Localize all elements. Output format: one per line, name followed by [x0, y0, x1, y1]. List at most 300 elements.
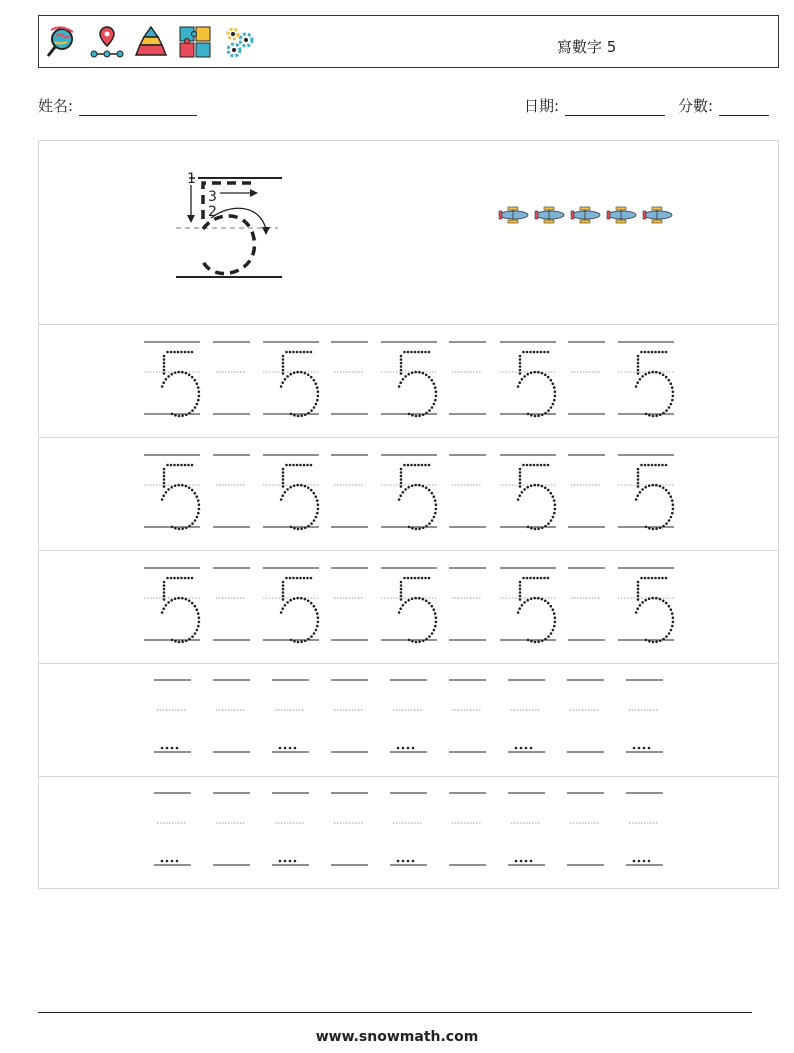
digit-dot: [289, 599, 292, 602]
digit-dot: [306, 351, 309, 354]
digit-dot: [637, 584, 640, 587]
digit-dot: [633, 747, 636, 750]
trace-row: [39, 551, 778, 664]
digit-dot: [161, 860, 164, 863]
digit-dot: [174, 414, 177, 417]
digit-dot: [547, 577, 550, 580]
digit-dot: [425, 638, 428, 641]
digit-dot: [543, 577, 546, 580]
digit-dot: [306, 464, 309, 467]
digit-dot: [521, 491, 524, 494]
digit-dot: [297, 528, 300, 531]
digit-dot: [411, 371, 414, 374]
digit-dot: [530, 414, 533, 417]
digit-dot: [293, 597, 296, 600]
digit-dot: [533, 371, 536, 374]
digit-dot: [550, 632, 553, 635]
digit-dot: [530, 640, 533, 643]
digit-dot: [636, 607, 639, 610]
digit-dot: [672, 508, 675, 511]
digit-dot: [315, 608, 318, 611]
digit-dot: [197, 499, 200, 502]
digit-dot: [418, 641, 421, 644]
digit-dot: [417, 351, 420, 354]
digit-dot: [166, 464, 169, 467]
digit-dot: [637, 362, 640, 365]
digit-dot: [163, 475, 166, 478]
digit-dot: [400, 485, 403, 488]
digit-dot: [637, 372, 640, 375]
worksheet-header: [38, 15, 779, 68]
digit-dot: [519, 598, 522, 601]
digit-dot: [296, 371, 299, 374]
digit-dot: [659, 640, 662, 643]
digit-dot: [433, 608, 436, 611]
digit-dot: [279, 747, 282, 750]
digit-dot: [181, 415, 184, 418]
digit-dot: [541, 485, 544, 488]
digit-dot: [519, 471, 522, 474]
digit-dot: [637, 591, 640, 594]
digit-dot: [196, 403, 199, 406]
digit-dot: [519, 362, 522, 365]
digit-dot: [537, 371, 540, 374]
digit-dot: [282, 471, 285, 474]
digit-dot: [422, 598, 425, 601]
digit-dot: [519, 478, 522, 481]
digit-dot: [184, 464, 187, 467]
digit-dot: [404, 488, 407, 491]
digit-dot: [185, 372, 188, 375]
digit-dot: [411, 527, 414, 530]
digit-dot: [536, 577, 539, 580]
digit-dot: [316, 612, 319, 615]
digit-dot: [434, 499, 437, 502]
digit-dot: [304, 485, 307, 488]
blank-row: [39, 664, 778, 777]
digit-dot: [519, 372, 522, 375]
digit-dot: [282, 584, 285, 587]
digit-dot: [428, 464, 431, 467]
digit-dot: [304, 414, 307, 417]
digit-dot: [655, 415, 658, 418]
digit-dot: [194, 519, 197, 522]
digit-dot: [310, 409, 313, 412]
digit-dot: [553, 612, 556, 615]
digit-dot: [299, 464, 302, 467]
digit-dot: [282, 581, 285, 584]
digit-dot: [424, 464, 427, 467]
digit-dot: [644, 599, 647, 602]
digit-dot: [400, 475, 403, 478]
digit-dot: [552, 516, 555, 519]
digit-dot: [415, 641, 418, 644]
digit-dot: [307, 374, 310, 377]
digit-dot: [637, 485, 640, 488]
digit-dot: [408, 413, 411, 416]
digit-dot: [648, 484, 651, 487]
trace-row-drawing: [39, 551, 778, 663]
digit-dot: [637, 358, 640, 361]
digit-dot: [543, 351, 546, 354]
digit-dot: [304, 598, 307, 601]
digit-dot: [292, 577, 295, 580]
digit-dot: [435, 503, 438, 506]
magnifier-globe-icon: [45, 24, 81, 60]
digit-dot: [553, 386, 556, 389]
digit-dot: [163, 358, 166, 361]
digit-dot: [167, 601, 170, 604]
digit-dot: [163, 355, 166, 358]
digit-dot: [637, 369, 640, 372]
digit-dot: [181, 484, 184, 487]
digit-dot: [529, 464, 532, 467]
digit-dot: [286, 488, 289, 491]
digit-dot: [191, 489, 194, 492]
digit-dot: [520, 747, 523, 750]
digit-dot: [184, 351, 187, 354]
digit-dot: [431, 519, 434, 522]
digit-dot: [521, 604, 524, 607]
digit-dot: [671, 499, 674, 502]
digit-dot: [519, 358, 522, 361]
digit-dot: [547, 522, 550, 525]
digit-dot: [304, 640, 307, 643]
digit-dot: [402, 378, 405, 381]
digit-dot: [428, 602, 431, 605]
digit-dot: [547, 489, 550, 492]
digit-dot: [636, 494, 639, 497]
digit-dot: [412, 860, 415, 863]
digit-dot: [415, 415, 418, 418]
digit-dot: [550, 379, 553, 382]
digit-dot: [290, 526, 293, 529]
airplane-icon: [571, 207, 600, 223]
digit-dot: [171, 526, 174, 529]
digit-dot: [544, 638, 547, 641]
digit-dot: [289, 464, 292, 467]
digit-dot: [317, 621, 320, 624]
digit-dot: [639, 491, 642, 494]
digit-dot: [315, 403, 318, 406]
digit-dot: [292, 351, 295, 354]
digit-dot: [638, 747, 641, 750]
score-blank[interactable]: [719, 100, 769, 116]
digit-dot: [519, 485, 522, 488]
digit-dot: [282, 369, 285, 372]
digit-dot: [163, 598, 166, 601]
digit-dot: [648, 527, 651, 530]
digit-dot: [536, 351, 539, 354]
digit-dot: [165, 491, 168, 494]
digit-dot: [635, 385, 638, 388]
stroke-number-3: 3: [208, 189, 217, 205]
digit-dot: [643, 747, 646, 750]
digit-dot: [198, 503, 201, 506]
digit-dot: [639, 378, 642, 381]
digit-dot: [166, 747, 169, 750]
digit-dot: [163, 369, 166, 372]
digit-dot: [550, 492, 553, 495]
digit-dot: [527, 526, 530, 529]
digit-dot: [655, 641, 658, 644]
stroke-number-1: 1: [187, 171, 196, 187]
digit-dot: [662, 525, 665, 528]
digit-dot: [398, 611, 401, 614]
digit-dot: [180, 351, 183, 354]
digit-dot: [174, 640, 177, 643]
digit-dot: [284, 378, 287, 381]
digit-dot: [285, 577, 288, 580]
digit-dot: [553, 399, 556, 402]
digit-dot: [296, 351, 299, 354]
stroke-number-2: 2: [208, 204, 217, 220]
digit-dot: [537, 528, 540, 531]
digit-dot: [554, 508, 557, 511]
digit-dot: [414, 351, 417, 354]
digit-dot: [435, 621, 438, 624]
digit-dot: [198, 395, 201, 398]
digit-dot: [174, 484, 177, 487]
digit-dot: [525, 860, 528, 863]
digit-dot: [400, 482, 403, 485]
digit-dot: [279, 860, 282, 863]
digit-dot: [167, 375, 170, 378]
digit-dot: [519, 369, 522, 372]
digit-dot: [402, 491, 405, 494]
digit-dot: [425, 525, 428, 528]
digit-dot: [310, 577, 313, 580]
digit-dot: [163, 482, 166, 485]
digit-dot: [417, 577, 420, 580]
digit-dot: [435, 508, 438, 511]
digit-dot: [400, 365, 403, 368]
digit-dot: [550, 605, 553, 608]
digit-dot: [171, 413, 174, 416]
digit-dot: [402, 604, 405, 607]
digit-dot: [422, 372, 425, 375]
score-field: [678, 95, 769, 116]
digit-dot: [163, 485, 166, 488]
digit-dot: [547, 409, 550, 412]
digit-dot: [402, 860, 405, 863]
digit-dot: [665, 464, 668, 467]
digit-dot: [651, 484, 654, 487]
digit-dot: [304, 372, 307, 375]
digit-dot: [636, 381, 639, 384]
digit-dot: [197, 612, 200, 615]
digit-dot: [163, 365, 166, 368]
digit-dot: [292, 464, 295, 467]
digit-dot: [161, 385, 164, 388]
digit-dot: [637, 482, 640, 485]
digit-dot: [400, 468, 403, 471]
digit-dot: [428, 522, 431, 525]
name-field: [38, 95, 197, 116]
digit-dot: [658, 464, 661, 467]
digit-dot: [519, 581, 522, 584]
digit-dot: [544, 525, 547, 528]
digit-dot: [162, 494, 165, 497]
digit-dot: [174, 527, 177, 530]
digit-dot: [303, 464, 306, 467]
digit-dot: [433, 382, 436, 385]
gears-icon: [221, 24, 257, 60]
digit-dot: [533, 464, 536, 467]
digit-dot: [289, 860, 292, 863]
digit-dot: [293, 484, 296, 487]
digit-dot: [665, 409, 668, 412]
digit-dot: [431, 379, 434, 382]
digit-dot: [282, 595, 285, 598]
name-blank[interactable]: [79, 100, 197, 116]
digit-dot: [418, 528, 421, 531]
digit-dot: [185, 640, 188, 643]
digit-dot: [428, 489, 431, 492]
digit-dot: [191, 464, 194, 467]
digit-dot: [534, 641, 537, 644]
digit-dot: [303, 351, 306, 354]
digit-dot: [177, 464, 180, 467]
digit-dot: [655, 371, 658, 374]
digit-dot: [414, 597, 417, 600]
digit-dot: [284, 604, 287, 607]
digit-dot: [310, 635, 313, 638]
digit-dot: [652, 415, 655, 418]
digit-dot: [641, 601, 644, 604]
digit-dot: [547, 376, 550, 379]
digit-dot: [282, 588, 285, 591]
digit-dot: [414, 371, 417, 374]
digit-dot: [294, 860, 297, 863]
digit-dot: [310, 351, 313, 354]
digit-dot: [194, 632, 197, 635]
digit-dot: [315, 629, 318, 632]
digit-dot: [188, 374, 191, 377]
digit-dot: [434, 612, 437, 615]
digit-dot: [421, 351, 424, 354]
digit-dot: [533, 351, 536, 354]
digit-dot: [672, 395, 675, 398]
digit-dot: [552, 608, 555, 611]
digit-dot: [644, 577, 647, 580]
digit-dot: [286, 375, 289, 378]
date-blank[interactable]: [565, 100, 665, 116]
digit-dot: [518, 381, 521, 384]
digit-dot: [537, 415, 540, 418]
digit-dot: [537, 597, 540, 600]
digit-dot: [517, 498, 520, 501]
digit-dot: [647, 464, 650, 467]
digit-dot: [173, 351, 176, 354]
digit-dot: [191, 376, 194, 379]
blank-row-drawing: [39, 777, 778, 889]
digit-dot: [282, 468, 285, 471]
digit-dot: [648, 371, 651, 374]
digit-dot: [181, 528, 184, 531]
digit-dot: [194, 605, 197, 608]
digit-dot: [300, 641, 303, 644]
digit-dot: [282, 478, 285, 481]
digit-dot: [284, 491, 287, 494]
digit-dot: [310, 464, 313, 467]
digit-dot: [313, 605, 316, 608]
score-label: 分數:: [678, 97, 714, 115]
digit-dot: [400, 372, 403, 375]
digit-dot: [662, 600, 665, 603]
digit-dot: [633, 860, 636, 863]
digit-dot: [648, 597, 651, 600]
digit-dot: [188, 412, 191, 415]
digit-dot: [648, 747, 651, 750]
digit-dot: [654, 351, 657, 354]
digit-dot: [316, 625, 319, 628]
practice-grid: [38, 140, 779, 889]
digit-dot: [177, 351, 180, 354]
digit-dot: [300, 415, 303, 418]
digit-dot: [162, 607, 165, 610]
digit-dot: [526, 373, 529, 376]
page-title: 寫數字 5: [557, 38, 617, 56]
digit-dot: [665, 602, 668, 605]
digit-dot: [185, 598, 188, 601]
digit-dot: [428, 577, 431, 580]
digit-dot: [519, 595, 522, 598]
digit-dot: [306, 577, 309, 580]
digit-dot: [659, 372, 662, 375]
digit-dot: [424, 351, 427, 354]
digit-dot: [434, 399, 437, 402]
digit-dot: [659, 414, 662, 417]
digit-dot: [424, 577, 427, 580]
digit-dot: [404, 601, 407, 604]
digit-dot: [316, 512, 319, 515]
digit-dot: [282, 355, 285, 358]
digit-dot: [284, 860, 287, 863]
digit-dot: [289, 351, 292, 354]
stroke-2-arrowhead: [262, 227, 270, 235]
digit-dot: [641, 375, 644, 378]
digit-dot: [648, 414, 651, 417]
digit-dot: [403, 464, 406, 467]
digit-dot: [652, 641, 655, 644]
digit-dot: [433, 403, 436, 406]
digit-dot: [637, 471, 640, 474]
digit-dot: [404, 375, 407, 378]
digit-dot: [170, 486, 173, 489]
digit-dot: [544, 412, 547, 415]
digit-dot: [300, 597, 303, 600]
digit-dot: [181, 641, 184, 644]
digit-dot: [425, 374, 428, 377]
digit-dot: [307, 412, 310, 415]
digit-dot: [403, 577, 406, 580]
digit-dot: [652, 528, 655, 531]
digit-dot: [668, 519, 671, 522]
digit-dot: [418, 597, 421, 600]
digit-dot: [640, 464, 643, 467]
digit-dot: [307, 525, 310, 528]
digit-dot: [161, 747, 164, 750]
digit-dot: [313, 632, 316, 635]
digit-dot: [163, 468, 166, 471]
digit-dot: [648, 860, 651, 863]
digit-dot: [303, 577, 306, 580]
footer-url: www.snowmath.com: [315, 1029, 479, 1045]
digit-dot: [654, 577, 657, 580]
digit-dot: [637, 365, 640, 368]
digit-dot: [293, 414, 296, 417]
